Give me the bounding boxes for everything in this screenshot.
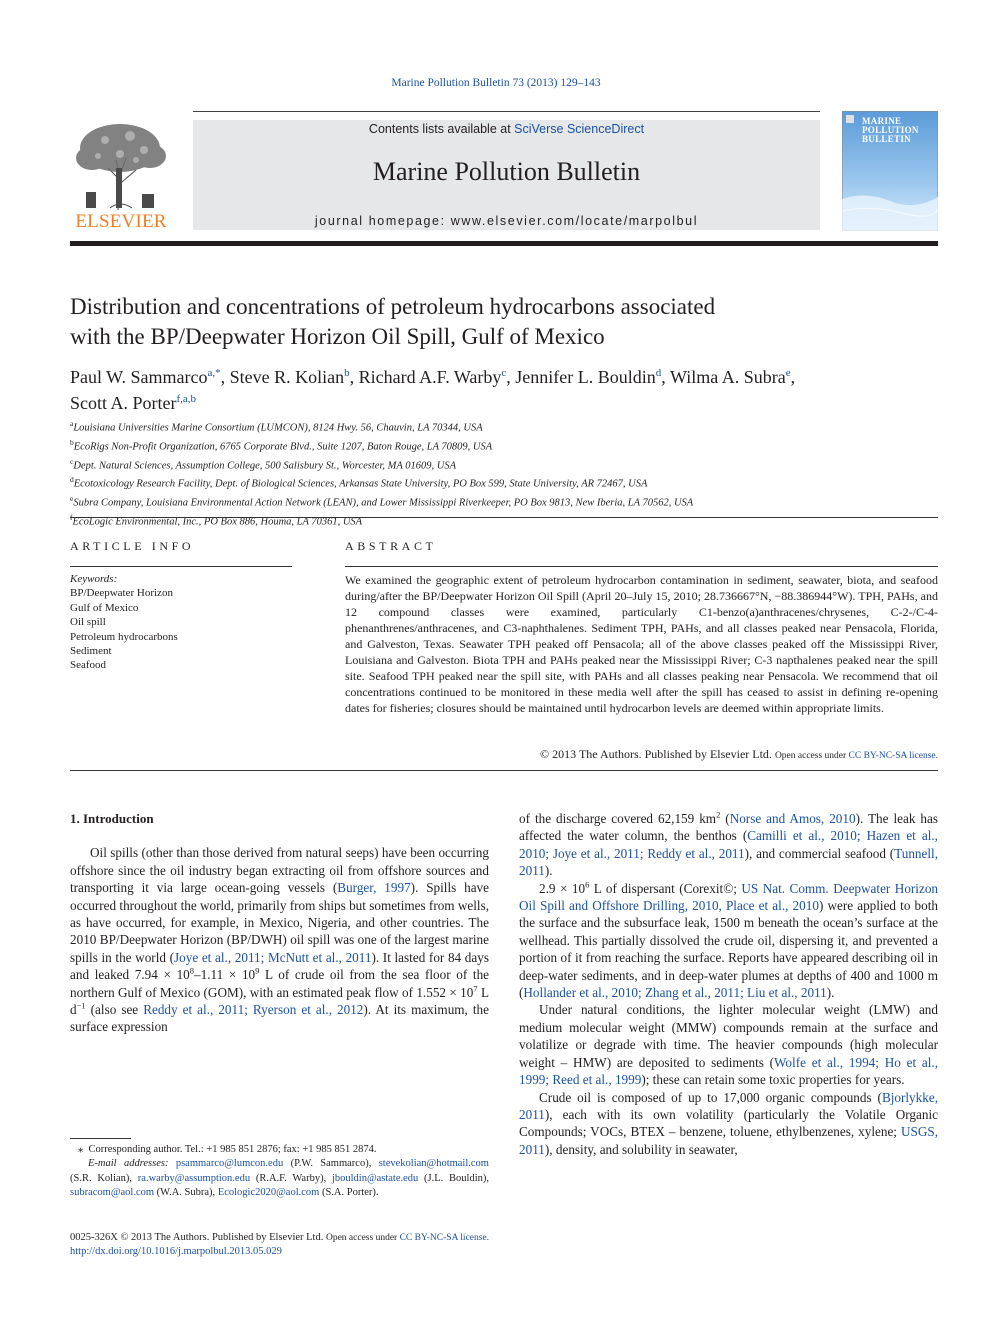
article-info-heading: ARTICLE INFO — [70, 539, 195, 553]
cover-title-line: POLLUTION — [862, 125, 919, 135]
header-rule — [193, 111, 820, 112]
citation-link[interactable]: Burger, 1997 — [337, 880, 411, 896]
right-column — [519, 810, 938, 1158]
affiliation-text: Ecotoxicology Research Facility, Dept. of Biological Sciences, Arkansas State University, PO Box 599, State University, AR 72467, USA — [73, 478, 648, 490]
affiliation-marker: f — [70, 512, 73, 522]
keyword-item: Oil spill — [70, 616, 106, 629]
issn-line — [70, 1231, 670, 1245]
header-thick-rule — [70, 241, 938, 246]
elsevier-wordmark: ELSEVIER — [75, 211, 167, 232]
affiliation-marker: b — [70, 437, 74, 447]
text-run: ). — [826, 985, 835, 1001]
abstract-text: We examined the geographic extent of petroleum hydrocarbon contamination in sediment, seawater, biota, and seafood during/after the BP/Deepwater Horizon Oil Spill (April 20–July 15, 2010; 28.736667°N, −88.386944°W). TPH, PAHs, and 12 compound classes were examined, particularly C1-benzo(a)anthracenes/chrysenes, C-2-/C-4-phenanthrenes/anthracenes, and C3-naphthalenes. Sediment TPH, PAHs, and all classes peaked near Pensacola, Florida, and Galveston, Texas. Seawater TPH peaked off Pensacola; all of the above classes peaked off the Mississippi River, Louisiana and Galveston. Biota TPH and PAHs peaked near the Mississippi River; C-3 napthalenes peaked near the spill site. Seafood TPH peaked near the spill site, with PAHs and all classes peaking near Pensacola. We recommend that oil concentrations continued to be monitored in these media well after the spill has ceased to assist in defining re-opening dates for fisheries; closures should be maintained until hydrocarbon levels are deemed within appropriate limits. — [345, 573, 938, 715]
text-run: ), and commercial seafood ( — [744, 845, 895, 861]
text-run: ). It lasted for 84 days and leaked 7.94 × 10 — [70, 949, 489, 983]
author-affiliation-marker[interactable]: d — [655, 367, 662, 379]
superscript: 8 — [189, 965, 195, 976]
section-heading: 1. Introduction — [70, 811, 154, 826]
superscript: 9 — [255, 965, 260, 976]
text-run: ), each with its own volatility (particularly the Volatile Organic Compounds; VOCs, BTEX – benzene, toluene, ethylbenzenes, xylene; — [519, 1106, 938, 1140]
text-run: (also see — [85, 1002, 144, 1018]
cover-title — [862, 117, 934, 144]
email-link[interactable]: subracom@aol.com — [70, 1187, 155, 1199]
article-info-rule — [70, 566, 292, 567]
journal-banner — [193, 120, 820, 230]
paragraph — [70, 844, 489, 1035]
paragraph — [519, 1001, 938, 1088]
affiliation-marker: a — [70, 419, 74, 428]
paragraph — [519, 810, 938, 880]
author-list — [70, 362, 938, 414]
affiliation-marker: e — [70, 494, 74, 504]
keywords-title: Keywords: — [70, 573, 118, 585]
author-link[interactable]: Wilma A. Subra — [669, 367, 786, 387]
author-separator: , — [661, 367, 670, 387]
open-access-text: Open access under — [325, 1233, 400, 1243]
citation-link[interactable]: USGS, 2011 — [519, 1124, 938, 1157]
email-owner: (P.W. Sammarco), — [283, 1158, 379, 1170]
issn-block — [70, 1231, 670, 1260]
affiliation-text: Subra Company, Louisiana Environmental Action Network (LEAN), and Lower Mississippi Riverkeeper, PO Box 9813, New Iberia, LA 70562, USA — [73, 497, 694, 509]
affiliation-item — [70, 417, 938, 436]
author-link[interactable]: Paul W. Sammarco — [70, 367, 208, 387]
article-title-line: with the BP/Deepwater Horizon Oil Spill, Gulf of Mexico — [70, 324, 605, 349]
tree-logo-icon — [70, 120, 172, 212]
left-column — [70, 810, 489, 1036]
affiliation-item — [70, 455, 938, 474]
cover-title-line: MARINE — [862, 116, 902, 126]
email-label: E-mail addresses: — [88, 1158, 176, 1170]
email-addresses — [70, 1157, 489, 1200]
superscript: 6 — [585, 879, 590, 890]
superscript: −1 — [76, 1000, 86, 1011]
email-link[interactable]: psammarco@lumcon.edu — [175, 1158, 284, 1170]
affiliation-marker: d — [70, 475, 74, 485]
affiliation-text: Louisiana Universities Marine Consortium (LUMCON), 8124 Hwy. 56, Chauvin, LA 70344, USA — [73, 422, 483, 434]
journal-title: Marine Pollution Bulletin — [372, 157, 641, 186]
affiliation-item — [70, 492, 938, 511]
text-run: ), density, and solubility in seawater, — [544, 1141, 738, 1157]
doi-link[interactable]: http://dx.doi.org/10.1016/j.marpolbul.2013.05.029 — [70, 1246, 282, 1258]
license-link[interactable]: CC BY-NC-SA license. — [848, 751, 938, 761]
text-run: ) were applied to both the surface and the subsurface leak, 1500 m beneath the ocean’s surface at the wellhead. This partially dissolved the crude oil, dispersing it, and prevented a portion of it from reaching the surface. Reports have appeared describing oil in deep-water sediments, and in deep-water plumes at depths of 400 and 1000 m ( — [519, 898, 938, 1001]
affiliation-text: EcoLogic Environmental, Inc., PO Box 886, Houma, LA 70361, USA — [72, 516, 363, 528]
citation-link[interactable]: Wolfe et al., 1994; Ho et al., 1999; Reed et al., 1999 — [519, 1054, 939, 1088]
author-link[interactable]: Scott A. Porter — [70, 393, 177, 413]
text-run: ). Spills have occurred throughout the world, primarily from ships but sometimes from wells, as have occurred, for example, in Mexico, Nigeria, and other countries. The 2010 BP/Deepwater Horizon (BP/DWH) oil spill was one of the largest marine spills in the world ( — [70, 880, 489, 965]
journal-reference-link[interactable]: Marine Pollution Bulletin 73 (2013) 129–143 — [391, 77, 601, 89]
keyword-item: Petroleum hydrocarbons — [70, 630, 178, 643]
citation-link[interactable]: US Nat. Comm. Deepwater Horizon Oil Spill and Offshore Drilling, 2010, Place et al., 2010 — [519, 880, 939, 914]
citation-link[interactable]: Reddy et al., 2011; Ryerson et al., 2012 — [143, 1002, 364, 1018]
keyword-item: Seafood — [70, 659, 107, 672]
email-owner: (J.L. Bouldin), — [418, 1172, 489, 1184]
author-affiliation-marker[interactable]: c — [501, 367, 507, 379]
text-run: ). — [544, 863, 553, 879]
citation-link[interactable]: Norse and Amos, 2010 — [729, 811, 856, 826]
journal-cover-image — [842, 111, 938, 231]
author-separator: , — [790, 367, 796, 387]
keyword-item: Sediment — [70, 645, 112, 658]
citation-link[interactable]: Camilli et al., 2010; Hazen et al., 2010; Joye et al., 2011; Reddy et al., 2011 — [519, 828, 938, 861]
cover-title-line: BULLETIN — [862, 134, 911, 144]
text-run: ). The leak has affected the water column, the benthos ( — [519, 811, 938, 844]
license-link[interactable]: CC BY-NC-SA license. — [399, 1233, 490, 1243]
text-run: L of crude oil from the sea floor of the northern Gulf of Mexico (GOM), with an estimated peak flow of 1.552 × 10 — [70, 967, 490, 1000]
contents-line — [193, 122, 820, 136]
text-run: L d — [70, 984, 490, 1018]
issn-text: 0025-326X © 2013 The Authors. Published by Elsevier Ltd. — [70, 1232, 326, 1243]
author-link[interactable]: Jennifer L. Bouldin — [515, 367, 656, 387]
abstract-heading: ABSTRACT — [345, 539, 437, 553]
text-run: ). At its maximum, the surface expression — [70, 1002, 489, 1035]
affiliation-marker: c — [70, 456, 74, 466]
author-affiliation-marker[interactable]: f,a,b — [176, 393, 197, 405]
citation-link[interactable]: Hollander et al., 2010; Zhang et al., 2011; Liu et al., 2011 — [523, 985, 827, 1001]
abstract-copyright — [345, 747, 938, 762]
paragraph — [519, 880, 938, 1002]
affiliation-item — [70, 511, 938, 530]
affiliation-text: EcoRigs Non-Profit Organization, 6765 Corporate Blvd., Suite 1207, Baton Rouge, LA 70809, USA — [73, 441, 493, 453]
article-title-line: Distribution and concentrations of petroleum hydrocarbons associated — [70, 294, 716, 319]
corresponding-author-note: ⁎ Corresponding author. Tel.: +1 985 851 2876; fax: +1 985 851 2874. — [78, 1144, 377, 1155]
affiliation-item — [70, 436, 938, 455]
author-affiliation-marker[interactable]: a,* — [207, 367, 221, 379]
contents-prefix: Contents lists available at — [368, 122, 515, 136]
email-link[interactable]: jbouldin@astate.edu — [331, 1172, 419, 1184]
email-owner: (R.A.F. Warby), — [250, 1172, 332, 1184]
email-owner: (S.R. Kolian), — [70, 1172, 138, 1184]
section-divider — [70, 517, 938, 518]
superscript: 2 — [716, 809, 721, 820]
email-link[interactable]: Ecologic2020@aol.com — [217, 1187, 320, 1199]
footnote-rule — [70, 1138, 131, 1139]
author-link[interactable]: Richard A.F. Warby — [358, 367, 502, 387]
keywords-block — [70, 572, 292, 673]
open-access-text: Open access under — [774, 751, 849, 761]
text-run: ); these can retain some toxic properties for years. — [641, 1072, 905, 1088]
citation-link[interactable]: Bjorlykke, 2011 — [519, 1089, 938, 1122]
email-owner: (W.A. Subra), — [154, 1187, 218, 1199]
superscript: 7 — [473, 983, 478, 994]
corresponding-text: Corresponding author. Tel.: +1 985 851 2876; fax: +1 985 851 2874. — [88, 1144, 377, 1155]
citation-link[interactable]: Tunnell, 2011 — [519, 845, 938, 879]
email-link[interactable]: stevekolian@hotmail.com — [378, 1158, 489, 1170]
article-title — [70, 292, 930, 352]
footnotes — [70, 1143, 489, 1201]
text-run: ( — [720, 811, 730, 826]
text-run: –1.11 × 10 — [194, 967, 256, 983]
author-affiliation-marker[interactable]: b — [344, 367, 350, 379]
author-separator: , — [349, 367, 359, 387]
author-separator: , — [220, 367, 230, 387]
keyword-item: Gulf of Mexico — [70, 601, 139, 614]
text-run: of the discharge covered 62,159 km — [519, 811, 717, 826]
spacer — [70, 827, 489, 844]
journal-homepage-link[interactable]: journal homepage: www.elsevier.com/locate/marpolbul — [314, 214, 699, 228]
text-run: L of dispersant (Corexit©; — [589, 880, 742, 896]
text-run: Crude oil is composed of up to 17,000 organic compounds ( — [539, 1089, 882, 1105]
keyword-item: BP/Deepwater Horizon — [70, 587, 173, 600]
affiliation-list — [70, 417, 938, 530]
affiliation-text: Dept. Natural Sciences, Assumption College, 500 Salisbury St., Worcester, MA 01609, USA — [73, 460, 456, 472]
abstract-rule — [345, 566, 938, 567]
author-link[interactable]: Steve R. Kolian — [229, 367, 345, 387]
email-link[interactable]: ra.warby@assumption.edu — [137, 1172, 251, 1184]
sciencedirect-link[interactable]: SciVerse ScienceDirect — [514, 122, 645, 136]
citation-link[interactable]: Joye et al., 2011; McNutt et al., 2011 — [174, 949, 372, 965]
abstract-bottom-rule — [70, 770, 938, 771]
affiliation-item — [70, 473, 938, 492]
author-separator: , — [506, 367, 516, 387]
text-run: Oil spills (other than those derived from natural seeps) have been occurring offshore since the oil industry began extracting oil from offshore sources and transporting it via large ocean-going vessels ( — [70, 845, 489, 896]
text-run: 2.9 × 10 — [539, 880, 586, 896]
author-affiliation-marker[interactable]: e — [785, 367, 791, 379]
text-run: Under natural conditions, the lighter molecular weight (LMW) and medium molecular weight (MMW) compounds remain at the surface and volatilize or degrade with time. The heavier compounds (high molecular weight – HMW) are deposited to sediments ( — [519, 1002, 938, 1070]
paragraph — [519, 1089, 938, 1159]
copyright-text: © 2013 The Authors. Published by Elsevier Ltd. — [540, 747, 775, 761]
email-owner: (S.A. Porter). — [319, 1187, 379, 1199]
